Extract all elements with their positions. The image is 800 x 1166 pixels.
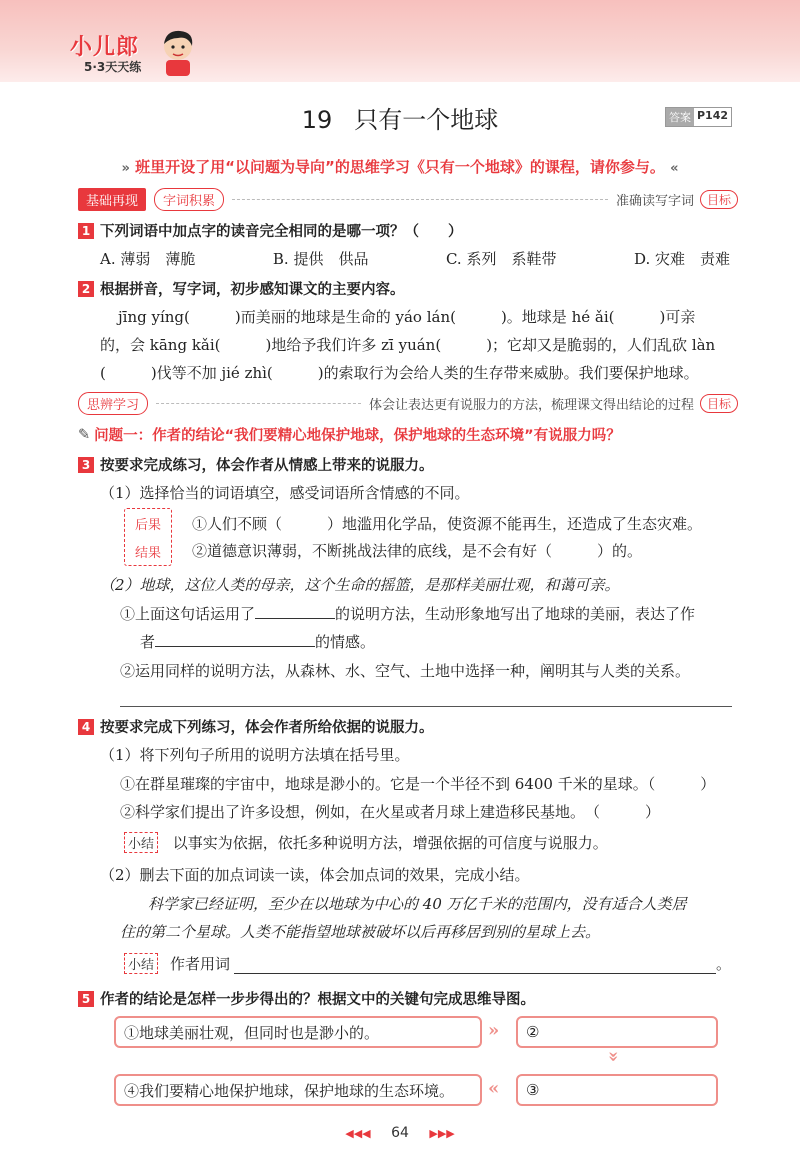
goal-tag: 目标 [700,394,738,413]
summary-tag: 小结 [124,953,158,974]
double-chevron-right-icon: » [121,161,130,176]
text: ①上面这句话运用了 [120,605,256,623]
word-choice-box [124,508,172,566]
question-number: 2 [78,281,94,297]
section-bar-thinking [78,392,738,414]
section-bar-basics [78,188,738,210]
q4-passage-line-2: 住的第二个星球。人类不能指望地球被破坏以后再移居到别的星球上去。 [120,923,601,941]
goal-tag: 目标 [700,190,738,209]
summary-tag: 小结 [124,832,158,853]
mindmap-box-4: ④我们要精心地保护地球，保护地球的生态环境。 [114,1074,482,1106]
q2-line-1[interactable]: jīng yíng( )而美丽的地球是生命的 yáo lán( )。地球是 hé ǎi( )可亲 [118,308,696,326]
question-text: 作者的结论是怎样一步步得出的？根据文中的关键句完成思维导图。 [100,992,535,1008]
word-option: 后果 [134,517,161,533]
option-a[interactable]: A. 薄弱 薄脆 [100,250,196,268]
question-4 [78,716,434,737]
summary-1 [124,832,608,853]
mindmap-box-1: ①地球美丽壮观，但同时也是渺小的。 [114,1016,482,1048]
logo-subtitle: 5·3天天练 [84,60,142,74]
logo: 小儿郎 [70,35,140,60]
dotted-divider [232,199,608,200]
q3-part-2-b [140,631,375,652]
text: 的情感。 [315,633,376,651]
summary-text: 以事实为依据，依托多种说明方法，增强依据的可信度与说服力。 [172,834,608,852]
summary-2: 小结 作者用词 。 [124,953,731,974]
q3-part-2: （2）地球，这位人类的母亲，这个生命的摇篮，是那样美丽壮观，和蔼可亲。 [100,576,620,594]
option-d[interactable]: D. 灾难 责难 [633,250,730,268]
question-text: 根据拼音，写字词，初步感知课文的主要内容。 [100,282,405,298]
word-option: 结果 [134,545,161,561]
answer-blank[interactable] [255,618,335,619]
problem-text: 问题一：作者的结论“我们要精心地保护地球，保护地球的生态环境”有说服力吗？ [94,428,621,444]
question-number: 3 [78,457,94,473]
section-goal: 准确读写字词 [615,193,694,209]
answer-page: P142 [697,109,729,122]
option-c[interactable]: C. 系列 系鞋带 [445,250,557,268]
section-goal: 体会让表达更有说服力的方法，梳理课文得出结论的过程 [368,397,694,413]
question-5 [78,988,535,1009]
question-text: 按要求完成练习，体会作者从情感上带来的说服力。 [100,458,434,474]
pencil-icon: ✎ [78,426,91,443]
mascot-icon [158,28,198,76]
lesson-number: 19 [301,106,333,134]
question-3 [78,454,434,475]
answer-blank[interactable] [234,973,716,974]
answer-blank[interactable] [155,646,315,647]
q3-sentence-1[interactable]: ①人们不顾（ ）地滥用化学品，使资源不能再生，还造成了生态灾难。 [192,515,703,533]
triangle-right-icon: ▶▶▶ [429,1127,455,1140]
dotted-divider [156,403,361,404]
section-chip-basics: 基础再现 [78,188,146,211]
answer-line[interactable] [120,706,732,707]
text: 的说明方法，生动形象地写出了地球的美丽，表达了作 [335,605,696,623]
q4-sentence-2[interactable]: ②科学家们提出了许多设想，例如，在火星或者月球上建造移民基地。 （ ） [120,803,661,821]
answer-tag[interactable] [665,107,732,127]
question-1 [78,220,463,241]
question-2 [78,278,405,299]
question-text: 按要求完成下列练习，体会作者所给依据的说服力。 [100,720,434,736]
section-chip-words: 字词积累 [154,188,224,211]
q2-line-3[interactable]: ( )伐等不加 jié zhì( )的索取行为会给人类的生存带来威胁。我们要保护地球。 [100,364,699,382]
q4-part-1: （1）将下列句子所用的说明方法填在括号里。 [100,746,410,764]
summary-text: 作者用词 [170,955,231,973]
question-number: 1 [78,223,94,239]
q3-sentence-2[interactable]: ②道德意识薄弱，不断挑战法律的底线，是不会有好（ ）的。 [192,542,643,560]
q2-line-2[interactable]: 的，会 kāng kǎi( )地给予我们许多 zī yuán( )；它却又是脆弱的，人们乱砍 làn [100,336,716,354]
question-number: 4 [78,719,94,735]
q3-part-2-a [120,603,695,624]
section-chip-thinking: 思辨学习 [78,392,148,415]
q3-part-2-c: ②运用同样的说明方法，从森林、水、空气、土地中选择一种，阐明其与人类的关系。 [120,662,691,680]
q1-options [100,248,730,269]
mindmap-box-3[interactable]: ③ [516,1074,718,1106]
problem-1 [78,424,621,445]
page-footer [0,1125,800,1141]
triangle-left-icon: ◀◀◀ [345,1127,371,1140]
arrow-right-icon: » [488,1020,500,1041]
mindmap-box-2[interactable]: ② [516,1016,718,1048]
q4-passage-line-1: 科学家已经证明，至少在以地球为中心的 40 万亿千米的范围内，没有适合人类居 [148,895,687,913]
lesson-title-text: 只有一个地球 [354,106,499,134]
option-b[interactable]: B. 提供 供品 [272,250,369,268]
q3-part-1: （1）选择恰当的词语填空，感受词语所含情感的不同。 [100,484,470,502]
intro-line [0,156,800,177]
question-number: 5 [78,991,94,1007]
page-number: 64 [391,1125,409,1141]
answer-label: 答案 [666,108,694,126]
q4-sentence-1[interactable]: ①在群星璀璨的宇宙中，地球是渺小的。它是一个半径不到 6400 千米的星球。（ ） [120,775,716,793]
arrow-left-icon: « [488,1078,500,1099]
arrow-down-icon: » [603,1050,625,1063]
intro-text: 班里开设了用“以问题为导向”的思维学习《只有一个地球》的课程，请你参与。 [135,158,665,176]
text: 者 [140,633,156,651]
q4-part-2: （2）删去下面的加点词读一读，体会加点词的效果，完成小结。 [100,866,530,884]
double-chevron-left-icon: « [670,161,679,176]
question-text: 下列词语中加点字的读音完全相同的是哪一项？（ ） [100,224,463,240]
